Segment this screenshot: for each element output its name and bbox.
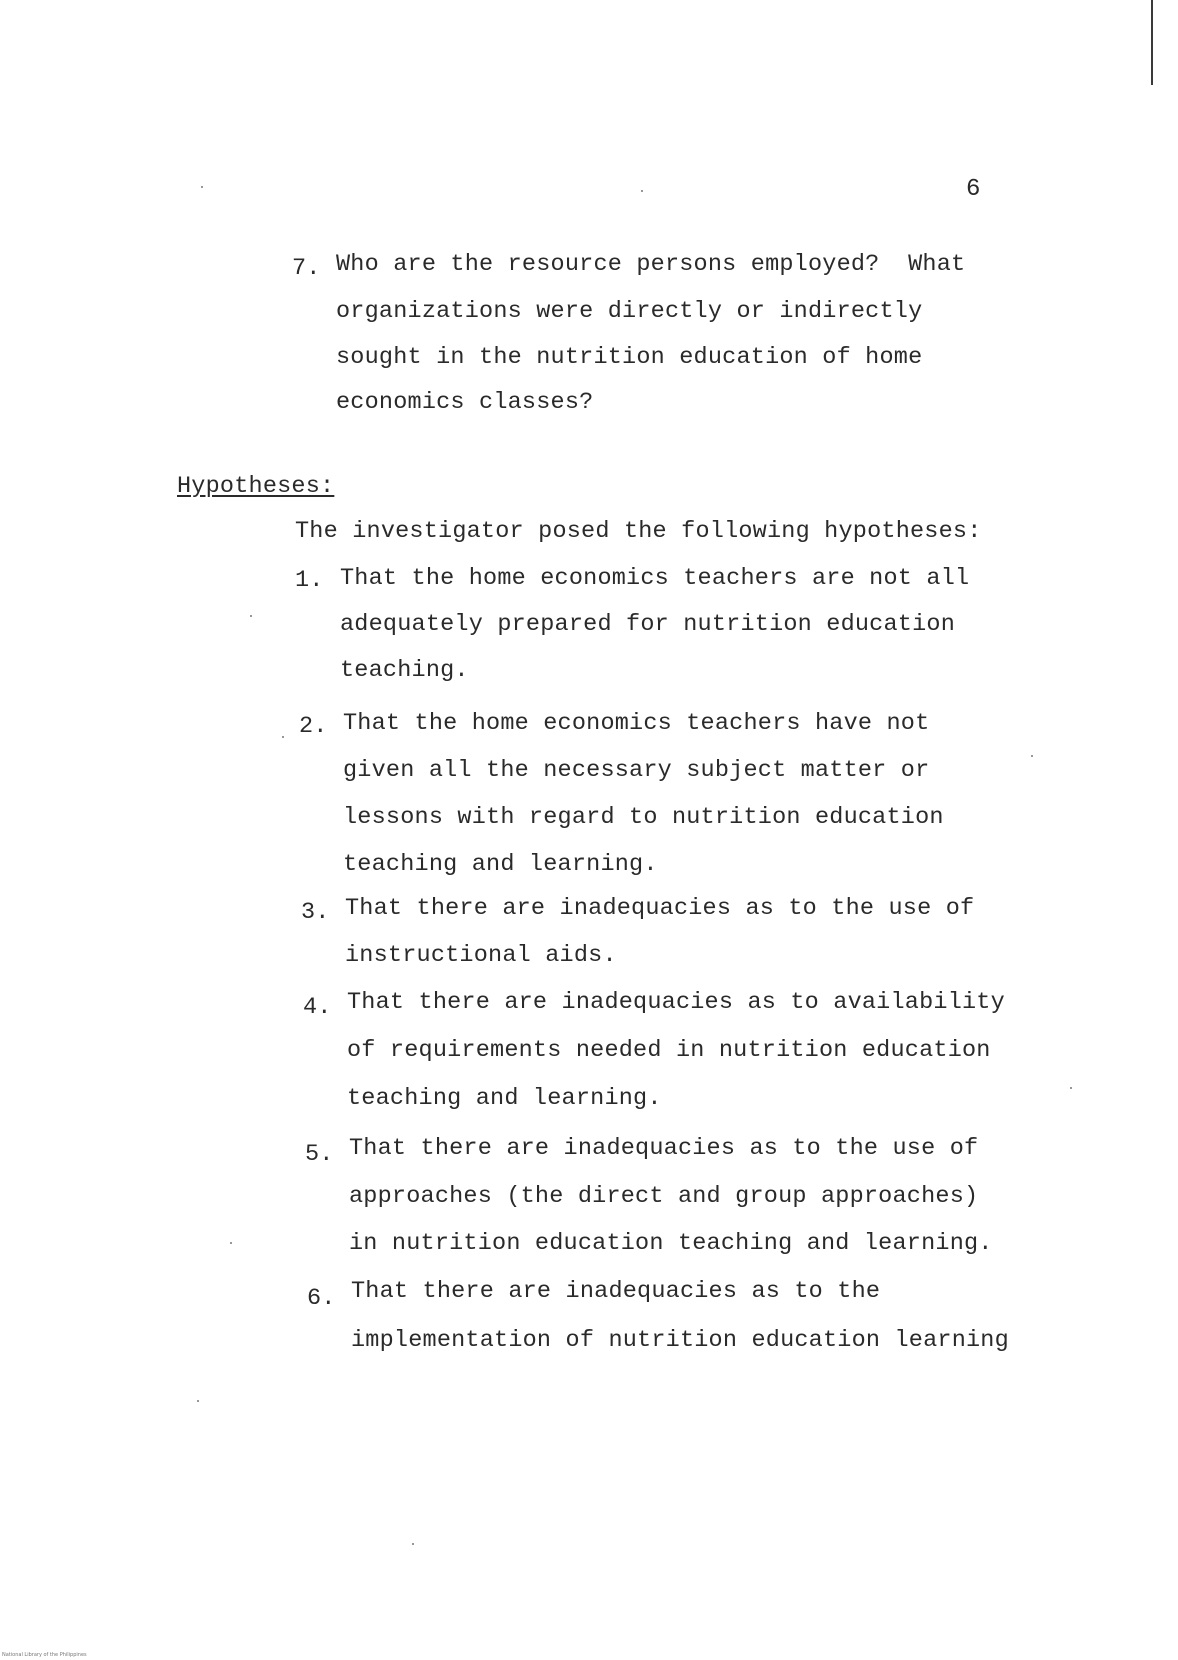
- scan-speck: [250, 615, 252, 617]
- hypothesis-line: That the home economics teachers are not all: [340, 565, 970, 592]
- scan-speck: [201, 186, 203, 188]
- hypotheses-intro: The investigator posed the following hypotheses:: [295, 518, 982, 545]
- scan-speck: [1031, 755, 1033, 757]
- hypothesis-line: of requirements needed in nutrition education: [347, 1037, 991, 1064]
- question-line: organizations were directly or indirectly: [336, 298, 923, 325]
- hypothesis-line: teaching.: [340, 657, 469, 684]
- scan-edge-mark: [1151, 0, 1153, 85]
- hypothesis-line: adequately prepared for nutrition education: [340, 611, 955, 638]
- page-number: 6: [966, 176, 981, 203]
- hypothesis-number: 5.: [305, 1141, 334, 1168]
- hypothesis-line: That there are inadequacies as to the use of: [349, 1135, 979, 1162]
- hypothesis-number: 2.: [299, 713, 328, 740]
- hypothesis-line: That there are inadequacies as to the use of: [345, 895, 975, 922]
- hypothesis-line: in nutrition education teaching and learning.: [349, 1230, 993, 1257]
- scan-speck: [197, 1400, 199, 1402]
- hypothesis-line: teaching and learning.: [347, 1085, 662, 1112]
- question-line: Who are the resource persons employed? What: [336, 251, 966, 278]
- hypothesis-line: given all the necessary subject matter or: [343, 757, 930, 784]
- hypothesis-line: That there are inadequacies as to availability: [347, 989, 1005, 1016]
- question-number: 7.: [292, 255, 321, 282]
- question-line: sought in the nutrition education of home: [336, 344, 923, 371]
- scan-speck: [641, 190, 643, 192]
- hypothesis-line: lessons with regard to nutrition education: [343, 804, 944, 831]
- scan-speck: [412, 1543, 414, 1545]
- hypothesis-line: instructional aids.: [345, 942, 617, 969]
- hypothesis-number: 4.: [303, 994, 332, 1021]
- hypothesis-line: That the home economics teachers have not: [343, 710, 930, 737]
- hypothesis-line: implementation of nutrition education learning: [351, 1327, 1009, 1354]
- question-line: economics classes?: [336, 389, 594, 416]
- scan-speck: [230, 1242, 232, 1244]
- hypotheses-heading: Hypotheses:: [177, 473, 335, 500]
- hypothesis-line: approaches (the direct and group approaches): [349, 1183, 979, 1210]
- hypothesis-number: 6.: [307, 1285, 336, 1312]
- scan-footer: National Library of the Philippines: [2, 1652, 87, 1658]
- hypothesis-line: That there are inadequacies as to the: [351, 1278, 881, 1305]
- scan-speck: [1070, 1087, 1072, 1089]
- scan-speck: [282, 736, 284, 738]
- hypothesis-line: teaching and learning.: [343, 851, 658, 878]
- hypothesis-number: 1.: [295, 567, 324, 594]
- hypothesis-number: 3.: [301, 899, 330, 926]
